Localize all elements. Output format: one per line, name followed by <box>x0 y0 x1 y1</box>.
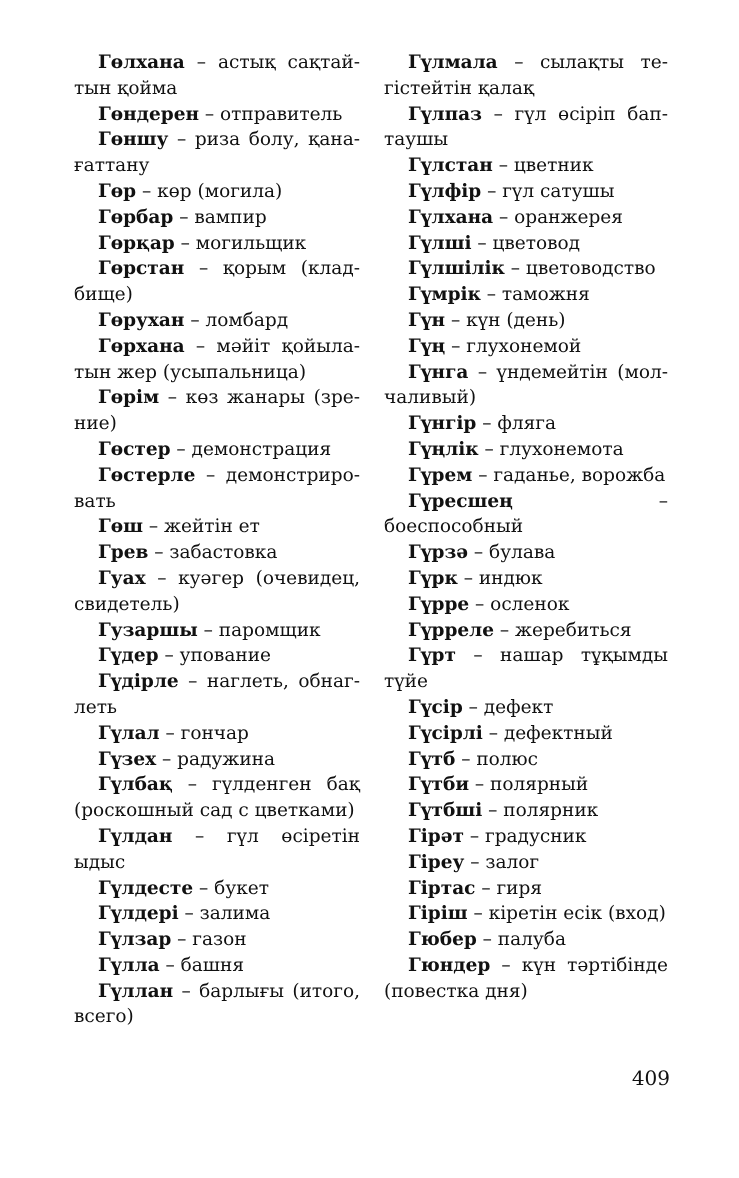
entry-term: Гюбер <box>408 929 477 951</box>
dictionary-entry <box>74 618 360 644</box>
entry-term: Гүлдесте <box>98 877 194 899</box>
entry-definition: – цветник <box>492 155 594 177</box>
entry-definition: – забастовка <box>148 542 278 564</box>
entry-definition: – кіретін есік (вход) <box>467 903 666 925</box>
dictionary-entry <box>74 901 360 927</box>
entry-definition: – сылақты тегістейтін қалақ <box>384 52 668 99</box>
dictionary-entry <box>384 772 668 798</box>
dictionary-entry <box>74 514 360 540</box>
entry-term: Гіртас <box>408 877 476 899</box>
entry-term: Гүлбақ <box>98 774 173 796</box>
dictionary-entry <box>74 308 360 334</box>
dictionary-entry <box>74 231 360 257</box>
entry-definition: – гүл сатушы <box>481 180 615 202</box>
entry-definition: – осленок <box>469 593 570 615</box>
entry-definition: – цветоводство <box>504 258 656 280</box>
entry-definition: – наглеть, обнаглеть <box>74 671 360 718</box>
entry-term: Гүзех <box>98 748 157 770</box>
dictionary-entry <box>384 50 668 102</box>
entry-term: Гөрстан <box>98 258 185 280</box>
dictionary-entry <box>74 540 360 566</box>
left-column <box>74 50 360 1030</box>
page-number: 409 <box>631 1066 670 1090</box>
dictionary-entry <box>74 772 360 824</box>
dictionary-entry <box>74 643 360 669</box>
entry-term: Гөлхана <box>98 52 185 73</box>
entry-definition: – могильщик <box>174 232 307 254</box>
entry-term: Гүлмала <box>408 52 498 73</box>
dictionary-entry <box>384 643 668 695</box>
dictionary-entry <box>74 205 360 231</box>
dictionary-entry <box>384 231 668 257</box>
entry-definition: – нашар тұқымды түйе <box>384 645 668 693</box>
entry-definition: – үндемейтін (молчаливый) <box>384 361 668 409</box>
entry-definition: – дефект <box>462 696 554 718</box>
entry-definition: – гаданье, ворожба <box>472 464 666 486</box>
entry-term: Гүлдан <box>98 825 173 847</box>
entry-term: Гүтбші <box>408 800 483 822</box>
entry-definition: – палуба <box>476 929 566 951</box>
dictionary-entry <box>384 256 668 282</box>
entry-definition: – қорым (кладбище) <box>74 258 360 306</box>
entry-term: Гүдер <box>98 645 159 667</box>
entry-term: Гүн <box>408 309 446 331</box>
entry-term: Гірәт <box>408 825 464 847</box>
entry-definition: – гүл өсіріп баптаушы <box>384 103 668 151</box>
entry-term: Гөрухан <box>98 309 185 331</box>
entry-term: Гүллан <box>98 980 174 1002</box>
entry-definition: – көр (могила) <box>136 180 283 202</box>
dictionary-entry <box>384 411 668 437</box>
dictionary-entry <box>384 876 668 902</box>
right-column <box>384 50 668 1004</box>
entry-definition: – ломбард <box>184 309 289 331</box>
dictionary-entry <box>74 50 360 102</box>
dictionary-entry <box>74 747 360 773</box>
entry-definition: – радужина <box>156 748 276 770</box>
entry-term: Гүлхана <box>408 206 494 228</box>
entry-definition: – отправитель <box>199 103 343 125</box>
dictionary-entry <box>74 927 360 953</box>
entry-term: Гүлфір <box>408 180 482 202</box>
dictionary-entry <box>384 153 668 179</box>
dictionary-entry <box>74 979 360 1031</box>
entry-definition: – фляга <box>476 413 557 435</box>
entry-definition: – цветовод <box>471 232 581 254</box>
entry-definition: – таможня <box>480 284 590 306</box>
dictionary-entry <box>74 824 360 876</box>
dictionary-entry <box>384 282 668 308</box>
entry-definition: – жейтін ет <box>143 516 260 538</box>
entry-term: Гюндер <box>408 954 491 976</box>
entry-term: Гүтби <box>408 774 470 796</box>
dictionary-entry <box>74 721 360 747</box>
entry-definition: – букет <box>193 877 269 899</box>
entry-definition: – демонстрировать <box>74 464 360 512</box>
entry-definition: – залима <box>178 903 271 925</box>
entry-term: Гүлдері <box>98 903 179 925</box>
entry-term: Гіреу <box>408 851 465 873</box>
entry-definition: – вампир <box>173 206 267 228</box>
entry-definition: – полюс <box>455 748 539 770</box>
entry-term: Гүтб <box>408 748 456 770</box>
entry-definition: – күн (день) <box>445 309 566 331</box>
entry-term: Гүлшілік <box>408 258 505 280</box>
entry-term: Гөрбар <box>98 206 174 228</box>
entry-definition: – полярный <box>469 774 589 796</box>
dictionary-entry <box>74 256 360 308</box>
entry-term: Гүлал <box>98 722 160 744</box>
dictionary-entry <box>384 901 668 927</box>
entry-definition: – глухонемой <box>445 335 582 357</box>
entry-term: Гөр <box>98 180 137 202</box>
entry-term: Гөстер <box>98 438 171 460</box>
entry-definition: – булава <box>468 542 556 564</box>
entry-term: Гүрреле <box>408 619 494 641</box>
entry-term: Гүлзар <box>98 929 172 951</box>
entry-definition: – көз жанары (зрение) <box>74 387 360 435</box>
entry-definition: – мәйіт қойылатын жер (усыпальница) <box>74 335 360 383</box>
entry-definition: – барлығы (итого, всего) <box>74 980 360 1028</box>
entry-term: Гүрк <box>408 567 458 589</box>
entry-definition: – залог <box>464 851 540 873</box>
dictionary-entry <box>74 566 360 618</box>
entry-term: Гүрзә <box>408 542 469 564</box>
dictionary-entry <box>384 334 668 360</box>
entry-definition: – астық сақтайтын қойма <box>74 52 360 99</box>
entry-definition: – глухонемота <box>478 438 624 460</box>
dictionary-entry <box>384 618 668 644</box>
dictionary-entry <box>384 463 668 489</box>
entry-term: Гүмрік <box>408 284 481 306</box>
entry-term: Гүлстан <box>408 155 493 177</box>
entry-term: Гүресшең <box>408 490 513 512</box>
entry-definition: – градусник <box>463 825 587 847</box>
dictionary-entry <box>384 489 668 541</box>
dictionary-entry <box>384 308 668 334</box>
entry-definition: – газон <box>171 929 247 951</box>
entry-definition: – гончар <box>159 722 249 744</box>
entry-definition: – жеребиться <box>493 619 632 641</box>
entry-definition: – демонстрация <box>170 438 332 460</box>
dictionary-entry <box>74 876 360 902</box>
dictionary-entry <box>384 360 668 412</box>
entry-term: Гүнгір <box>408 413 477 435</box>
dictionary-entry <box>384 798 668 824</box>
entry-definition: – риза болу, қанағаттану <box>74 129 360 177</box>
entry-definition: – гүлденген бақ (роскошный сад с цветками) <box>74 774 360 822</box>
entry-term: Гөрхана <box>98 335 185 357</box>
entry-term: Гузаршы <box>98 619 198 641</box>
dictionary-entry <box>384 437 668 463</box>
entry-term: Гүсір <box>408 696 463 718</box>
dictionary-entry <box>384 592 668 618</box>
entry-term: Гөншу <box>98 129 169 151</box>
entry-definition: – полярник <box>482 800 599 822</box>
entry-definition: – упование <box>158 645 271 667</box>
entry-definition: – паромщик <box>197 619 321 641</box>
dictionary-entry <box>74 385 360 437</box>
dictionary-entry <box>384 566 668 592</box>
entry-definition: – куәгер (очевидец, свидетель) <box>74 567 360 615</box>
entry-definition: – гиря <box>475 877 543 899</box>
dictionary-entry <box>74 102 360 128</box>
entry-definition: – индюк <box>457 567 543 589</box>
entry-definition: – дефектный <box>482 722 613 744</box>
dictionary-entry <box>74 953 360 979</box>
entry-term: Гүлші <box>408 232 472 254</box>
dictionary-entry <box>384 721 668 747</box>
entry-term: Гүрем <box>408 464 473 486</box>
entry-term: Гүнга <box>408 361 469 383</box>
entry-term: Гөндерен <box>98 103 200 125</box>
entry-term: Гүң <box>408 335 446 357</box>
dictionary-entry <box>384 953 668 1005</box>
entry-definition: – гүл өсіретін ыдыс <box>74 825 360 873</box>
dictionary-entry <box>384 850 668 876</box>
dictionary-entry <box>384 179 668 205</box>
dictionary-entry <box>384 695 668 721</box>
entry-definition: – оранжерея <box>493 206 623 228</box>
entry-term: Гүрре <box>408 593 470 615</box>
entry-term: Гүдірле <box>98 671 179 693</box>
entry-term: Гөстерле <box>98 464 196 486</box>
entry-term: Гөрқар <box>98 232 175 254</box>
entry-term: Гіріш <box>408 903 468 925</box>
dictionary-entry <box>74 669 360 721</box>
entry-term: Гүсірлі <box>408 722 483 744</box>
entry-term: Грев <box>98 542 149 564</box>
entry-term: Гөш <box>98 516 143 538</box>
dictionary-entry <box>384 540 668 566</box>
dictionary-entry <box>384 747 668 773</box>
entry-definition: – күн тәртібінде (повестка дня) <box>384 954 668 1002</box>
entry-term: Гүлпаз <box>408 103 482 125</box>
dictionary-entry <box>74 437 360 463</box>
entry-term: Гөрім <box>98 387 160 409</box>
dictionary-entry <box>74 179 360 205</box>
dictionary-entry <box>384 927 668 953</box>
dictionary-entry <box>384 102 668 154</box>
dictionary-entry <box>74 463 360 515</box>
dictionary-entry <box>74 127 360 179</box>
dictionary-entry <box>384 824 668 850</box>
dictionary-entry <box>384 205 668 231</box>
entry-term: Гуах <box>98 567 146 589</box>
entry-definition: – башня <box>159 954 244 976</box>
entry-definition: – боеспособный <box>384 490 668 538</box>
entry-term: Гүлла <box>98 954 160 976</box>
dictionary-entry <box>74 334 360 386</box>
entry-term: Гүңлік <box>408 438 479 460</box>
entry-term: Гүрт <box>408 645 456 667</box>
